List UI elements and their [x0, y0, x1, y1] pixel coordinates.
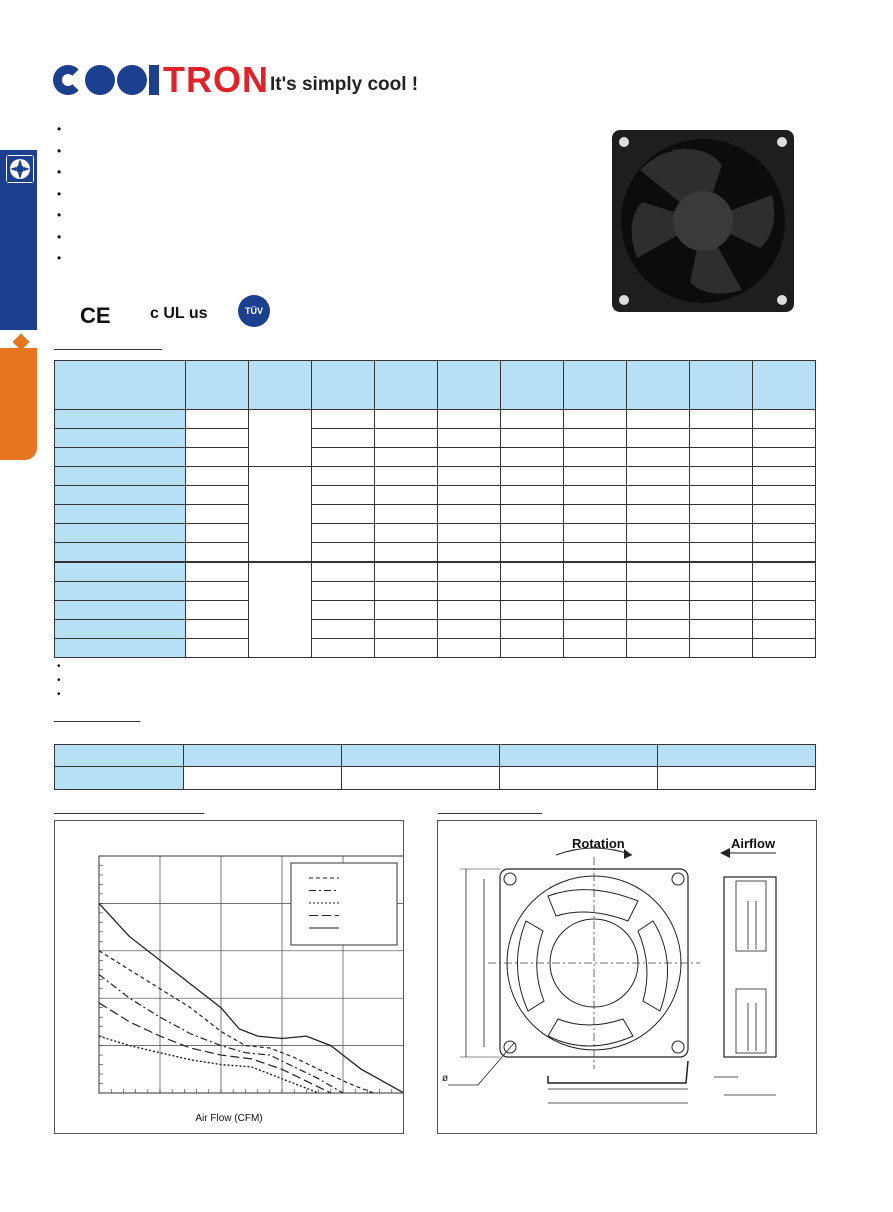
x-axis-label: Air Flow (CFM) [195, 1113, 263, 1124]
chart-legend [291, 863, 397, 945]
list-item: • [57, 122, 62, 136]
table-header-cell [501, 361, 564, 410]
list-item: • [57, 229, 62, 244]
table-header-row [55, 361, 816, 410]
section-heading-line [54, 721, 140, 722]
list-item: • [57, 251, 62, 265]
list-item: • [57, 689, 61, 700]
table-header-cell [249, 361, 312, 410]
logo-o-icon [85, 65, 115, 95]
list-item: • [57, 675, 61, 686]
table-row [55, 562, 816, 582]
spec-table [54, 360, 816, 658]
feature-list [57, 122, 61, 273]
table-row [55, 639, 816, 658]
table-row [55, 601, 816, 620]
list-item: • [57, 208, 62, 222]
list-item: • [57, 186, 62, 201]
table-header-cell [690, 361, 753, 410]
chart-series-line [99, 951, 374, 1093]
logo-l-icon [149, 65, 159, 95]
logo-o-icon [117, 65, 147, 95]
rotation-label: Rotation [572, 836, 625, 851]
section-heading-line [54, 349, 162, 350]
table-header-cell [55, 361, 186, 410]
cooltron-logo [53, 60, 269, 100]
table-header-cell [627, 361, 690, 410]
chart-series-line [99, 1003, 331, 1093]
diameter-symbol: ø [442, 1073, 449, 1084]
table-row [55, 582, 816, 601]
tagline: It's simply cool ! [270, 74, 419, 95]
logo-tron: TRON [163, 59, 269, 100]
chart-series-line [99, 1036, 319, 1093]
table-header-cell [375, 361, 438, 410]
list-item: • [57, 165, 62, 179]
dimension-drawing-panel [437, 820, 817, 1134]
table-row [55, 486, 816, 505]
logo-c-icon [53, 65, 83, 95]
table-header-row [55, 745, 816, 767]
tuv-mark: TÜV [238, 295, 270, 327]
ce-mark: CE [80, 303, 111, 328]
table-row [55, 505, 816, 524]
performance-chart [55, 821, 403, 1133]
table-header-cell [438, 361, 501, 410]
performance-chart-panel [54, 820, 404, 1134]
dimension-table [54, 744, 816, 790]
fan-thumbnail-icon [6, 155, 34, 183]
notes-list [57, 661, 61, 703]
table-header-cell [753, 361, 816, 410]
section-heading-line [438, 813, 542, 814]
list-item: • [57, 661, 61, 672]
ul-mark: c UL us [150, 305, 208, 322]
table-row [55, 543, 816, 563]
table-header-cell [186, 361, 249, 410]
table-header-cell [312, 361, 375, 410]
list-item: • [57, 143, 62, 158]
fan-outline-drawing [438, 821, 816, 1133]
table-row [55, 620, 816, 639]
table-row [55, 448, 816, 467]
table-row [55, 429, 816, 448]
section-heading-line [54, 813, 204, 814]
fan-photo [612, 130, 794, 317]
table-header-cell [564, 361, 627, 410]
sidebar-orange-tab [0, 348, 37, 460]
table-row [55, 410, 816, 429]
table-row [55, 467, 816, 486]
table-row [55, 524, 816, 543]
table-row [55, 767, 816, 790]
airflow-label: Airflow [731, 836, 776, 851]
